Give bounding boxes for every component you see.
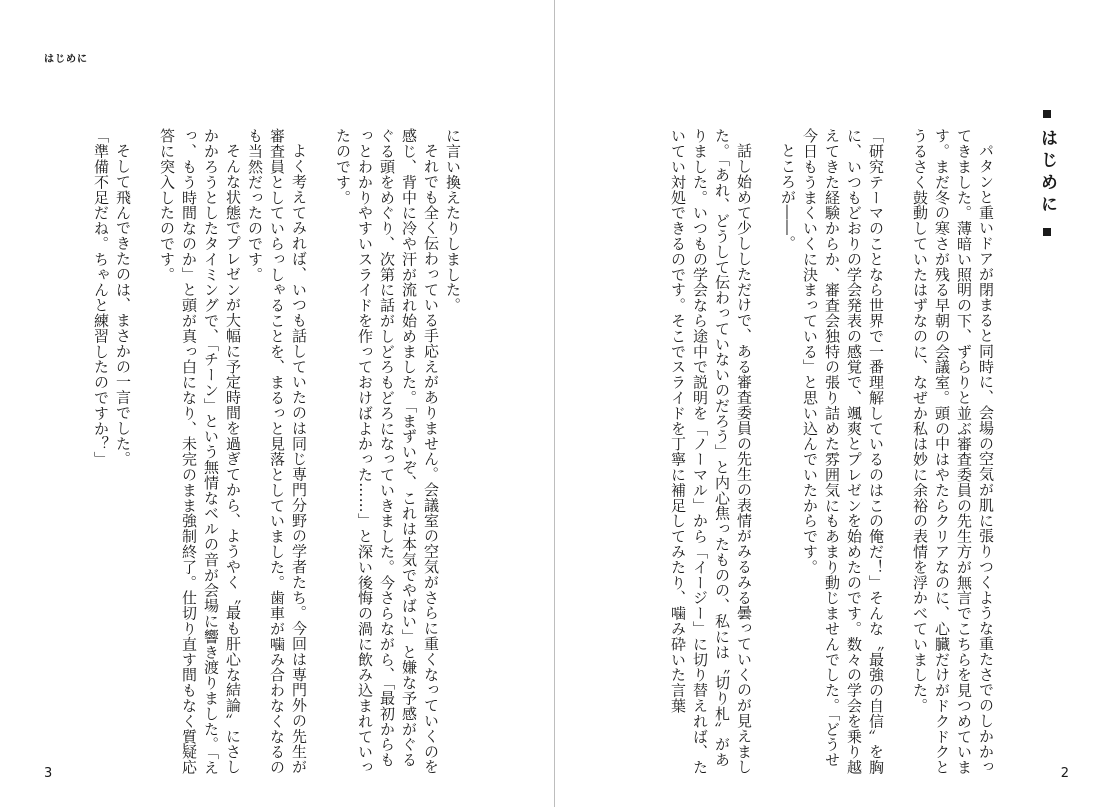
paragraph: 話し始めて少ししただけで、ある審査委員の先生の表情がみるみる曇っていくのが見えました。「あれ、どうして伝わっていないのだろう」と内心焦ったものの、私には〝切り札〟がありました。いつもの学会なら途中で説明を「ノーマル」から「イージー」に切り替えれば、たいてい対処できるのです。そこでスライドを丁寧に補足してみたり、噛み砕いた言葉 xyxy=(669,128,753,775)
paragraph: よく考えてみれば、いつも話していたのは同じ専門分野の学者たち。今回は専門外の先生が審査員としていらっしゃることを、まるっと見落としていました。歯車が噛み合わなくなるのも当然だったのです。 xyxy=(246,128,308,775)
page-number: 3 xyxy=(44,766,53,781)
paragraph: そして飛んできたのは、まさかの一言でした。 xyxy=(114,143,132,467)
chapter-title: はじめに xyxy=(1037,128,1057,217)
right-page-body xyxy=(602,128,997,778)
quote-paragraph: 「準備不足だね。ちゃんと練習したのですか？」 xyxy=(92,128,110,467)
paragraph: それでも全く伝わっている手応えがありません。会議室の空気がさらに重くなっていくのを感じ、背中に冷や汗が流れ始めました。「まずいぞ、これは本気でやばい」と嫌な予感がぐるぐる頭をめぐり、次第に話がしどろもどろになっていきました。今さらながら、「最初からもっとわかりやすいスライドを作っておけばよかった……」と深い後悔の渦に飲み込まれていったのです。 xyxy=(334,128,440,775)
square-bullet-icon xyxy=(1043,228,1051,236)
left-page xyxy=(0,0,554,807)
paragraph: そんな状態でプレゼンが大幅に予定時間を過ぎてから、ようやく〝最も肝心な結論〟にさしかかろうとしたタイミングで、「チーン」という無情なベルの音が会場に響き渡りました。「えっ、もう時間なのか」と頭が真っ白になり、未完のまま強制終了。仕切り直す間もなく質疑応答に突入したのです。 xyxy=(158,128,242,776)
chapter-heading xyxy=(1035,110,1059,236)
paragraph: に言い換えたりしました。 xyxy=(444,128,462,313)
paragraph: ところが――。 xyxy=(779,143,797,251)
left-page-body xyxy=(89,128,464,778)
page-number: 2 xyxy=(1060,766,1069,781)
paragraph: パタンと重いドアが閉まると同時に、会場の空気が肌に張りつくような重たさでのしかかってきました。薄暗い照明の下、ずらりと並ぶ審査委員の先生方が無言でこちらを見つめています。まだ冬の寒さが残る早朝の会議室。頭の中はやたらクリアなのに、心臓だけがドクドクとうるさく鼓動していたはずなのに、なぜか私は妙に余裕の表情を浮かべていました。 xyxy=(911,128,995,775)
right-page xyxy=(555,0,1109,807)
square-bullet-icon xyxy=(1043,110,1051,118)
quote-paragraph: 「研究テーマのことなら世界で一番理解しているのはこの俺だ！」そんな〝最強の自信〟を胸に、いつもどおりの学会発表の感覚で、颯爽とプレゼンを始めたのです。数々の学会を乗り越えてきた経験からか、審査会独特の張り詰めた雰囲気にもあまり動じませんでした。「どうせ今日もうまくいくに決まっている」と思い込んでいたからです。 xyxy=(801,128,885,775)
running-head: はじめに xyxy=(44,54,88,65)
